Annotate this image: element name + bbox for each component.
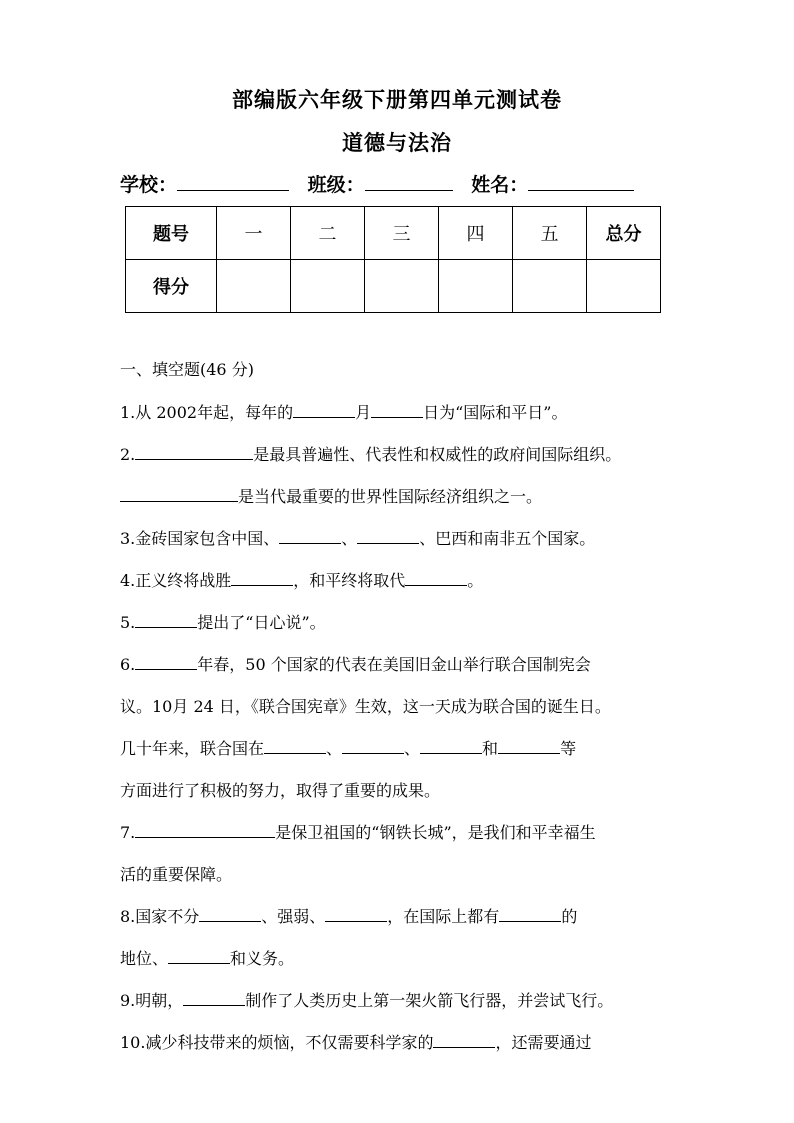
score-cell[interactable] [217,260,291,313]
question-6 [120,652,591,675]
answer-blank[interactable] [135,613,197,628]
question-6-line-4: 方面进行了积极的努力，取得了重要的成果。 [120,781,441,800]
name-blank[interactable] [528,171,634,191]
question-text: 和 [482,739,499,758]
score-cell[interactable] [365,260,439,313]
school-label: 学校： [120,174,178,196]
question-text: 、 [341,529,358,548]
score-header-cell: 四 [439,207,513,260]
answer-blank[interactable] [135,445,253,460]
score-table [125,206,661,313]
answer-blank[interactable] [498,739,560,754]
question-text: 地位、 [120,949,169,968]
question-2-cont [120,484,542,507]
question-text: 10.减少科技带来的烦恼，不仅需要科学家的 [120,1033,434,1052]
question-text: ，和平终将取代 [293,571,406,590]
answer-blank[interactable] [433,1033,495,1048]
question-text: 是当代最重要的世界性国际经济组织之一。 [238,487,543,506]
question-text: ，还需要通过 [495,1033,592,1052]
question-10 [120,1030,591,1053]
question-text: 3.金砖国家包含中国、 [120,529,280,548]
answer-blank[interactable] [231,571,293,586]
score-cell[interactable] [513,260,587,313]
question-text: 、巴西和南非五个国家。 [419,529,596,548]
answer-blank[interactable] [199,907,261,922]
question-text: 、 [404,739,421,758]
page-title: 部编版六年级下册第四单元测试卷 [232,87,562,112]
score-header-cell: 五 [513,207,587,260]
answer-blank[interactable] [499,907,561,922]
score-header-cell: 三 [365,207,439,260]
question-9 [120,988,613,1011]
question-text: 年春，50 个国家的代表在美国旧金山举行联合国制宪会 [197,655,591,674]
question-text: 日为“国际和平日”。 [423,403,568,422]
question-text: 制作了人类历史上第一架火箭飞行器，并尝试飞行。 [245,991,614,1010]
question-4 [120,568,483,591]
question-text: 9.明朝， [120,991,184,1010]
answer-blank[interactable] [120,487,238,502]
student-info [120,170,646,197]
section-heading: 一、填空题(46 分) [120,360,254,379]
question-text: ，在国际上都有 [387,907,500,926]
score-header-cell: 一 [217,207,291,260]
question-text: 5. [120,613,136,632]
page-subtitle: 道德与法治 [342,130,452,155]
question-text: 8.国家不分 [120,907,200,926]
question-text: 7. [120,823,136,842]
question-3 [120,526,595,549]
school-blank[interactable] [177,171,289,191]
answer-blank[interactable] [293,403,355,418]
question-text: 2. [120,445,136,464]
score-header-cell: 题号 [126,207,217,260]
score-header-cell: 二 [291,207,365,260]
question-2 [120,442,621,465]
question-text: 6. [120,655,136,674]
answer-blank[interactable] [135,655,197,670]
answer-blank[interactable] [168,949,230,964]
question-text: 、强弱、 [261,907,326,926]
question-7 [120,820,596,843]
question-text: 月 [355,403,372,422]
answer-blank[interactable] [279,529,341,544]
question-6-line-3 [120,736,576,759]
question-text: 的 [561,907,578,926]
question-8 [120,904,577,927]
score-table-score-row [126,260,661,313]
score-row-label: 得分 [126,260,217,313]
question-text: 4.正义终将战胜 [120,571,232,590]
question-5 [120,610,326,633]
class-label: 班级： [307,174,365,196]
answer-blank[interactable] [325,907,387,922]
answer-blank[interactable] [264,739,326,754]
answer-blank[interactable] [135,823,275,838]
question-7-cont: 活的重要保障。 [120,865,233,884]
score-cell[interactable] [291,260,365,313]
question-text: 提出了“日心说”。 [197,613,326,632]
question-text: 等 [560,739,577,758]
score-header-cell: 总分 [587,207,661,260]
question-6-line-2: 议。10月 24 日，《联合国宪章》生效，这一天成为联合国的诞生日。 [120,697,611,716]
score-cell[interactable] [439,260,513,313]
class-blank[interactable] [365,171,453,191]
score-table-header-row [126,207,661,260]
question-text: 、 [326,739,343,758]
question-text: 几十年来，联合国在 [120,739,265,758]
answer-blank[interactable] [342,739,404,754]
question-8-cont [120,946,294,969]
score-cell[interactable] [587,260,661,313]
answer-blank[interactable] [420,739,482,754]
question-text: 。 [467,571,484,590]
question-text: 是保卫祖国的“钢铁长城”，是我们和平幸福生 [275,823,596,842]
answer-blank[interactable] [183,991,245,1006]
name-label: 姓名： [471,174,529,196]
answer-blank[interactable] [357,529,419,544]
answer-blank[interactable] [405,571,467,586]
question-text: 和义务。 [230,949,295,968]
question-text: 1.从 2002年起，每年的 [120,403,294,422]
answer-blank[interactable] [371,403,423,418]
question-text: 是最具普遍性、代表性和权威性的政府间国际组织。 [253,445,622,464]
question-1 [120,400,567,423]
